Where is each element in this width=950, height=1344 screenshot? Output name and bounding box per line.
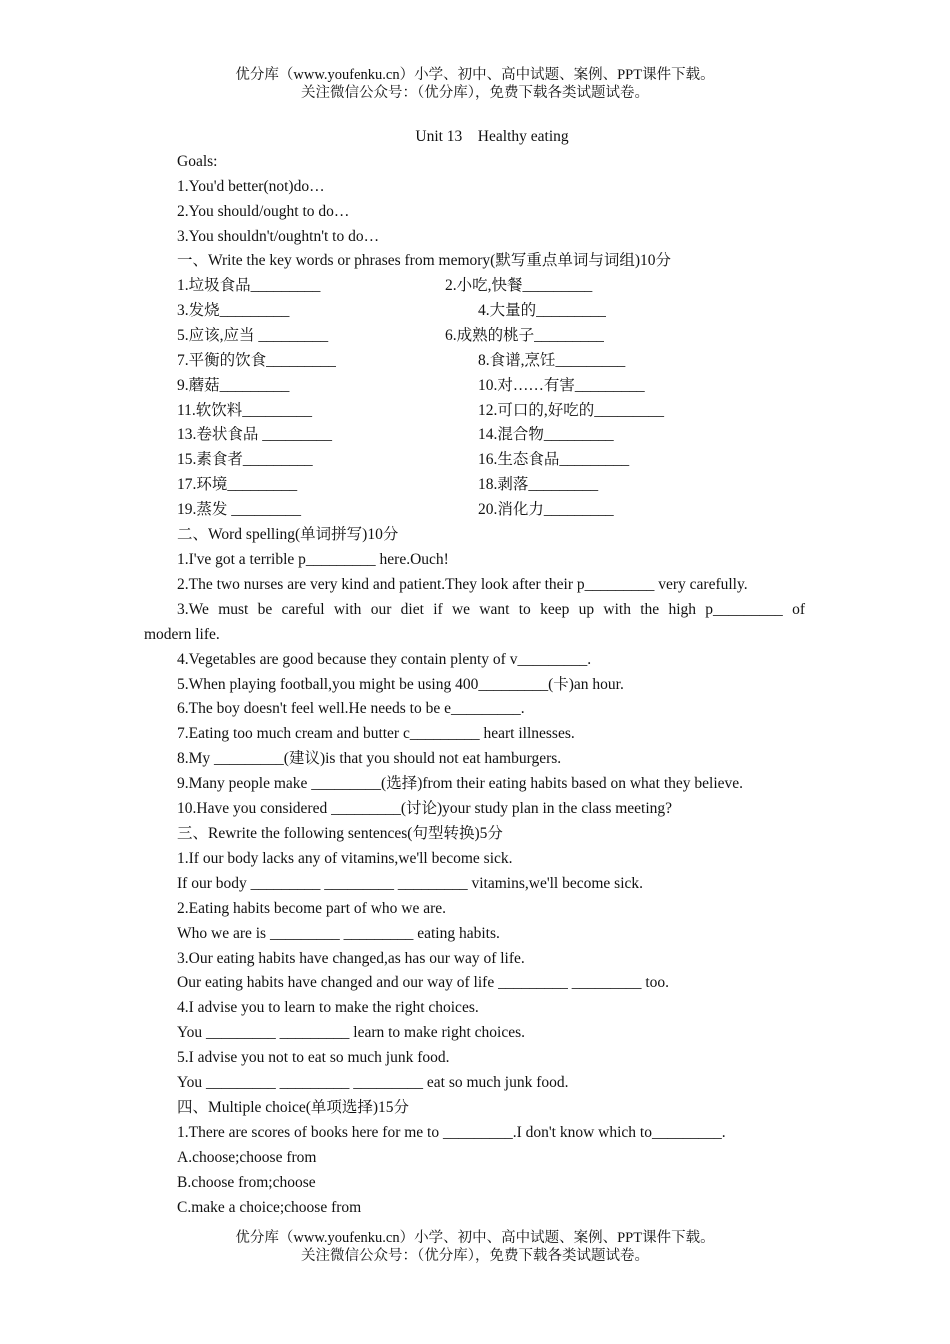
document-title: Unit 13 Healthy eating [415, 128, 569, 145]
page-footer [0, 1229, 950, 1265]
question-word: careful [281, 601, 325, 618]
question-word: the [640, 601, 660, 618]
spelling-question: 9.Many people make _________(选择)from their eating habits based on what they believe. [177, 775, 744, 792]
goals-heading: Goals: [177, 153, 218, 170]
vocab-item: 9.蘑菇_________ [177, 377, 290, 394]
rewrite-line: You _________ _________ _________ eat so much junk food. [177, 1074, 569, 1091]
vocab-item: 16.生态食品_________ [478, 451, 630, 468]
choice-option: B.choose from;choose [177, 1174, 316, 1191]
rewrite-line: 5.I advise you not to eat so much junk food. [177, 1049, 450, 1066]
question-word: keep [540, 601, 570, 618]
choice-option: A.choose;choose from [177, 1149, 317, 1166]
rewrite-line: 2.Eating habits become part of who we are. [177, 900, 447, 917]
rewrite-line: If our body _________ _________ _________ vitamins,we'll become sick. [177, 875, 644, 892]
question-word: up [578, 601, 595, 618]
spelling-question: 6.The boy doesn't feel well.He needs to be e_________. [177, 700, 525, 717]
footer-line-1: 优分库（www.youfenku.cn）小学、初中、高中试题、案例、PPT课件下载。 [235, 1230, 715, 1246]
spelling-question-continuation: modern life. [144, 626, 220, 643]
vocab-item: 19.蒸发 _________ [177, 501, 302, 518]
question-word: with [333, 601, 362, 618]
spelling-question: 5.When playing football,you might be using 400_________(卡)an hour. [177, 676, 624, 693]
section-3-heading: 三、Rewrite the following sentences(句型转换)5分 [177, 825, 503, 842]
vocab-item: 4.大量的_________ [478, 302, 606, 319]
section-1-heading: 一、Write the key words or phrases from memory(默写重点单词与词组)10分 [177, 252, 671, 269]
spelling-question: 10.Have you considered _________(讨论)your study plan in the class meeting? [177, 800, 673, 817]
vocab-item: 8.食谱,烹饪_________ [478, 352, 626, 369]
rewrite-line: 3.Our eating habits have changed,as has our way of life. [177, 950, 525, 967]
question-word: high [668, 601, 697, 618]
question-word: be [257, 601, 273, 618]
header-line-2: 关注微信公众号：（优分库），免费下载各类试题试卷。 [301, 85, 649, 101]
question-word: of [792, 601, 805, 618]
section-4-heading: 四、Multiple choice(单项选择)15分 [177, 1099, 410, 1116]
question-word: p_________ [705, 601, 783, 618]
spelling-question: 1.I've got a terrible p_________ here.Ouch! [177, 551, 449, 568]
question-word: to [518, 601, 531, 618]
vocab-item: 18.剥落_________ [478, 476, 599, 493]
vocab-item: 13.卷状食品 _________ [177, 426, 333, 443]
vocab-item: 20.消化力_________ [478, 501, 614, 518]
vocab-item: 15.素食者_________ [177, 451, 313, 468]
spelling-question: 2.The two nurses are very kind and patient.They look after their p_________ very carefully. [177, 576, 748, 593]
question-word: our [370, 601, 392, 618]
vocab-item: 7.平衡的饮食_________ [177, 352, 336, 369]
rewrite-line: 4.I advise you to learn to make the right choices. [177, 999, 479, 1016]
vocab-item: 12.可口的,好吃的_________ [478, 402, 665, 419]
rewrite-line: Our eating habits have changed and our way of life _________ _________ too. [177, 974, 670, 991]
question-word: 3.We [177, 601, 209, 618]
vocab-item: 2.小吃,快餐_________ [445, 277, 593, 294]
question-word: if [433, 601, 443, 618]
question-word: want [479, 601, 510, 618]
goal-item: 1.You'd better(not)do… [177, 178, 325, 195]
vocab-item: 17.环境_________ [177, 476, 298, 493]
goal-item: 3.You shouldn't/oughtn't to do… [177, 228, 380, 245]
question-word: must [218, 601, 249, 618]
vocab-item: 10.对……有害_________ [478, 377, 645, 394]
choice-question: 1.There are scores of books here for me to _________.I don't know which to_________. [177, 1124, 726, 1141]
vocab-item: 1.垃圾食品_________ [177, 277, 321, 294]
question-word: we [451, 601, 471, 618]
rewrite-line: You _________ _________ learn to make right choices. [177, 1024, 525, 1041]
choice-option: C.make a choice;choose from [177, 1199, 362, 1216]
goal-item: 2.You should/ought to do… [177, 203, 350, 220]
page-header [0, 66, 950, 102]
spelling-question: 7.Eating too much cream and butter c_________ heart illnesses. [177, 725, 575, 742]
spelling-question: 8.My _________(建议)is that you should not eat hamburgers. [177, 750, 562, 767]
header-line-1: 优分库（www.youfenku.cn）小学、初中、高中试题、案例、PPT课件下载。 [235, 67, 715, 83]
spelling-question [177, 600, 805, 620]
vocab-item: 5.应该,应当 _________ [177, 327, 329, 344]
rewrite-line: 1.If our body lacks any of vitamins,we'll become sick. [177, 850, 513, 867]
rewrite-line: Who we are is _________ _________ eating habits. [177, 925, 500, 942]
vocab-item: 3.发烧_________ [177, 302, 290, 319]
vocab-item: 14.混合物_________ [478, 426, 614, 443]
vocab-item: 11.软饮料_________ [177, 402, 313, 419]
question-word: with [603, 601, 631, 618]
spelling-question: 4.Vegetables are good because they contain plenty of v_________. [177, 651, 592, 668]
vocab-item: 6.成熟的桃子_________ [445, 327, 604, 344]
section-2-heading: 二、Word spelling(单词拼写)10分 [177, 526, 399, 543]
footer-line-2: 关注微信公众号：（优分库），免费下载各类试题试卷。 [301, 1248, 649, 1264]
question-word: diet [400, 601, 424, 618]
